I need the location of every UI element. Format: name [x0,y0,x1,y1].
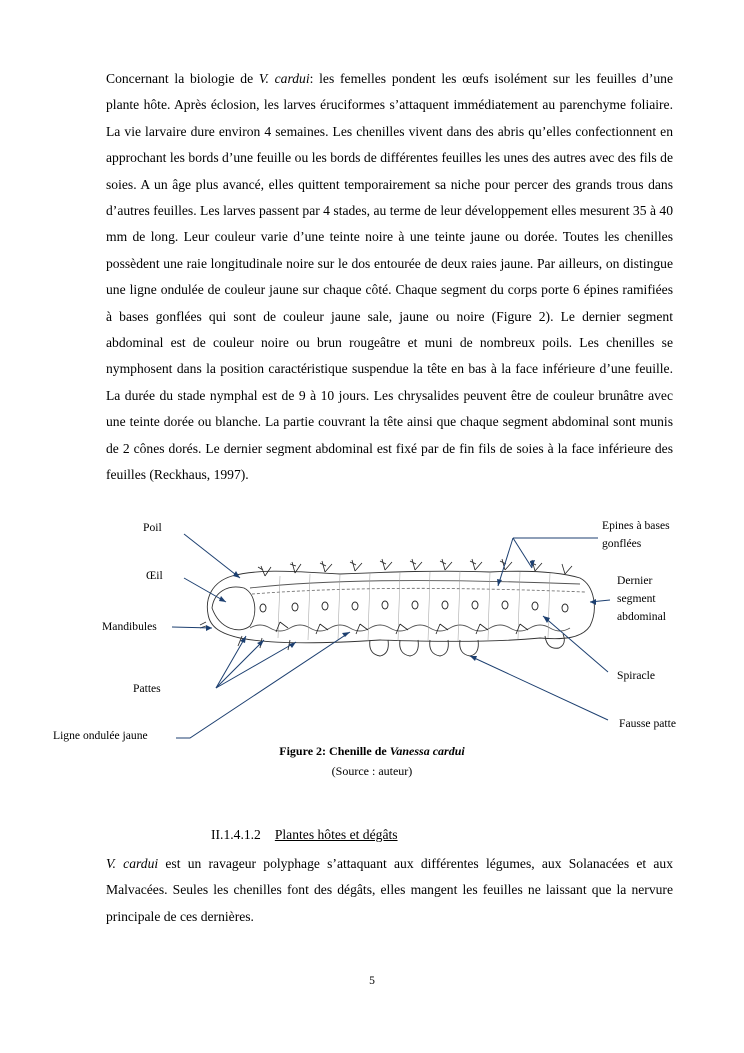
page-number: 5 [369,974,375,987]
caption-title [0,741,744,761]
paragraph-body-2: est un ravageur polyphage s’attaquant aux différentes légumes, aux Solanacées et aux Malvacées. Seules les chenilles font des dégâts, elles mangent les feuilles ne laissant que la nervure principale de ces dernières. [106,856,673,924]
thoracic-legs [238,636,290,650]
label-dernier-line3: abdominal [617,610,666,623]
leader-epines-3 [513,538,532,568]
leader-fausse-patte [470,656,608,720]
label-mandibules: Mandibules [102,620,157,633]
section-heading [211,827,398,843]
section-title: Plantes hôtes et dégâts [274,827,398,842]
label-spiracle: Spiracle [617,669,655,682]
host-plants-paragraph [106,851,673,930]
lead-text: Concernant la biologie de [106,71,259,86]
label-ligne-ondulee: Ligne ondulée jaune [53,729,148,742]
label-poil: Poil [143,521,162,534]
label-epines-line2: gonflées [602,537,642,550]
caterpillar-figure [0,510,744,750]
prolegs [370,634,565,656]
label-epines-line1: Epines à bases [602,519,670,532]
species-name: V. cardui [258,71,310,86]
spines [258,559,572,634]
leader-pattes-3 [216,642,296,688]
leader-poil [184,534,240,578]
biology-paragraph [106,66,673,489]
section-number: II.1.4.1.2 [211,827,261,842]
label-oeil: Œil [146,569,163,582]
figure-caption [0,741,744,781]
caption-prefix: Figure 2: Chenille de [279,744,390,758]
label-dernier-line1: Dernier [617,574,653,587]
label-fausse-patte: Fausse patte [619,717,676,730]
leader-ligne [176,632,350,738]
label-pattes: Pattes [133,682,161,695]
head-outline [212,587,255,630]
body-outline [207,571,594,643]
caption-source: (Source : auteur) [331,764,413,778]
paragraph-body: : les femelles pondent les œufs isolément sur les feuilles d’une plante hôte. Après éclosion, les larves éruciformes s’attaquent immédiatement au parenchyme foliaire. La vie larvaire dure environ 4 semaines. Les chenilles vivent dans des abris qu’elles confectionnent en approchant les bords d’une feuille ou les bords de différentes feuilles les unes des autres avec des fils de soies. A un âge plus avancé, elles quittent temporairement sa niche pour percer des grands trous dans d’autres feuilles. Les larves passent par 4 stades, au terme de leur développement elles mesurent 35 à 40 mm de long. Leur couleur varie d’une teinte noire à une teinte jaune ou dorée. Toutes les chenilles possèdent une raie longitudinale noire sur le dos entourée de deux raies jaune. Par ailleurs, on distingue une ligne ondulée de couleur jaune sur chaque côté. Chaque segment du corps porte 6 épines ramifiées à bases gonflées qui sont de couleur jaune sale, jaune ou noire (Figure 2). Le dernier segment abdominal est de couleur noire ou brun rougeâtre et muni de nombreux poils. Les chenilles se nymphosent dans la position caractéristique suspendue la tête en bas à la face inférieure d’une feuille. La durée du stade nymphal est de 9 à 10 jours. Les chrysalides peuvent être de couleur brunâtre avec une teinte dorée ou blanche. La partie couvrant la tête ainsi que chaque segment abdominal sont munis de 2 cônes dorés. Le dernier segment abdominal est fixé par de fin fils de soies à la face inférieure des feuilles (Reckhaus, 1997). [106,71,673,483]
leader-spiracle [543,616,608,672]
species-name-2: V. cardui [106,856,159,871]
caption-species: Vanessa cardui [389,744,465,758]
spiracles [260,601,568,612]
label-dernier-line2: segment [617,592,656,605]
leader-epines-2 [498,538,513,586]
mandibles-drawing [200,622,206,628]
